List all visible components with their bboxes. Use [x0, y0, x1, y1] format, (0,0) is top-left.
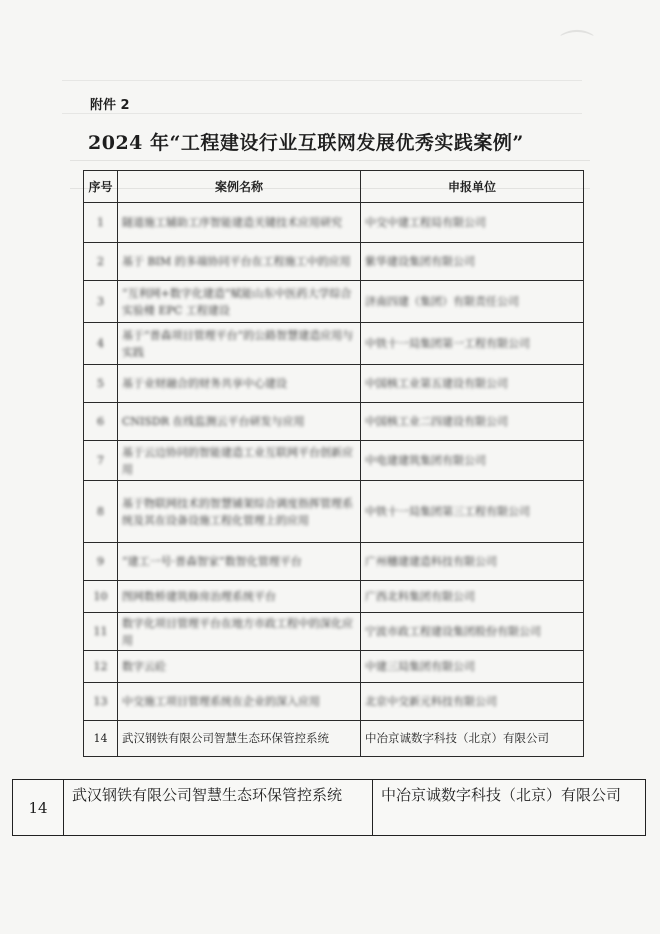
row-unit: 广西北科集团有限公司: [361, 581, 584, 613]
row-case-name: “互利网+数字化建造”赋能山东中医药大学综合实验楼 EPC 工程建设: [118, 281, 361, 323]
row-case-name: 武汉钢铁有限公司智慧生态环保管控系统: [118, 721, 361, 757]
header-case-name: 案例名称: [118, 171, 361, 203]
row-unit: 中建三局集团有限公司: [361, 651, 584, 683]
row-no: 6: [84, 403, 118, 441]
table-row: [84, 683, 584, 721]
row-unit: 紫华建设集团有限公司: [361, 243, 584, 281]
zoomed-row-case-name: 武汉钢铁有限公司智慧生态环保管控系统: [64, 780, 373, 835]
table-row: [84, 721, 584, 757]
row-case-name: 基于“普森项目管理平台”的公路智慧建造应用与实践: [118, 323, 361, 365]
row-no: 8: [84, 481, 118, 543]
table-row: [84, 481, 584, 543]
row-no: 5: [84, 365, 118, 403]
row-no: 11: [84, 613, 118, 651]
row-unit: 北京中交新元科技有限公司: [361, 683, 584, 721]
row-unit: 中国核工业第五建设有限公司: [361, 365, 584, 403]
table-row: [84, 403, 584, 441]
row-unit: 中铁十一局集团第一工程有限公司: [361, 323, 584, 365]
row-no: 10: [84, 581, 118, 613]
table-row: [84, 281, 584, 323]
table-row: [84, 323, 584, 365]
table-row: [84, 243, 584, 281]
row-unit: 广州穗建建造科技有限公司: [361, 543, 584, 581]
table-row: [84, 543, 584, 581]
row-case-name: 图网数桥建筑修房治理系统平台: [118, 581, 361, 613]
row-case-name: 基于物联网技术的智慧铺架综合调度指挥管理系统及其在设备设施工程化管理上的应用: [118, 481, 361, 543]
header-unit: 申报单位: [361, 171, 584, 203]
faint-stamp-mark: ⌒: [560, 28, 594, 68]
row-case-name: 基于 BIM 的多端协同平台在工程施工中的应用: [118, 243, 361, 281]
row-unit: 中冶京诚数字科技（北京）有限公司: [361, 721, 584, 757]
bleed-through-line: [70, 160, 590, 161]
row-case-name: “建工一号·普森智家”数智化管理平台: [118, 543, 361, 581]
row-unit: 中铁十一局集团第三工程有限公司: [361, 481, 584, 543]
zoomed-row-unit: 中冶京诚数字科技（北京）有限公司: [381, 786, 622, 804]
row-no: 4: [84, 323, 118, 365]
row-unit: 中交中建工程局有限公司: [361, 203, 584, 243]
row-case-name: 数字化项目管理平台在地方市政工程中的深化应用: [118, 613, 361, 651]
row-unit: 中国核工业二四建设有限公司: [361, 403, 584, 441]
row-no: 13: [84, 683, 118, 721]
row-unit: 济南四建（集团）有限责任公司: [361, 281, 584, 323]
attachment-label: 附件 2: [90, 98, 130, 113]
header-no: 序号: [84, 171, 118, 203]
cases-table: [83, 170, 584, 757]
table-row: [84, 581, 584, 613]
row-no: 3: [84, 281, 118, 323]
table-row: [84, 613, 584, 651]
row-no: 14: [84, 721, 118, 757]
row-case-name: 基于云边协同的智能建造工业互联网平台创新应用: [118, 441, 361, 481]
table-header-row: [84, 171, 584, 203]
table-row: [84, 441, 584, 481]
row-no: 1: [84, 203, 118, 243]
row-no: 9: [84, 543, 118, 581]
zoomed-row-no: 14: [13, 780, 64, 835]
table-row: [84, 365, 584, 403]
row-case-name: 基于业财融合的财务共享中心建设: [118, 365, 361, 403]
bleed-through-table: [62, 80, 582, 114]
row-case-name: 数字云砼: [118, 651, 361, 683]
document-title: 2024 年“工程建设行业互联网发展优秀实践案例”: [88, 132, 524, 154]
row-case-name: 中交施工项目管理系统在企业的深入应用: [118, 683, 361, 721]
zoomed-row-14: [12, 779, 646, 836]
row-case-name: 隧道施工辅助工序智能建造关键技术应用研究: [118, 203, 361, 243]
row-case-name: CNISDR 在线监测云平台研发与应用: [118, 403, 361, 441]
table-row: [84, 203, 584, 243]
row-no: 12: [84, 651, 118, 683]
row-no: 2: [84, 243, 118, 281]
table-row: [84, 651, 584, 683]
row-unit: 宁波市政工程建设集团股份有限公司: [361, 613, 584, 651]
row-no: 7: [84, 441, 118, 481]
row-unit: 中电建建筑集团有限公司: [361, 441, 584, 481]
